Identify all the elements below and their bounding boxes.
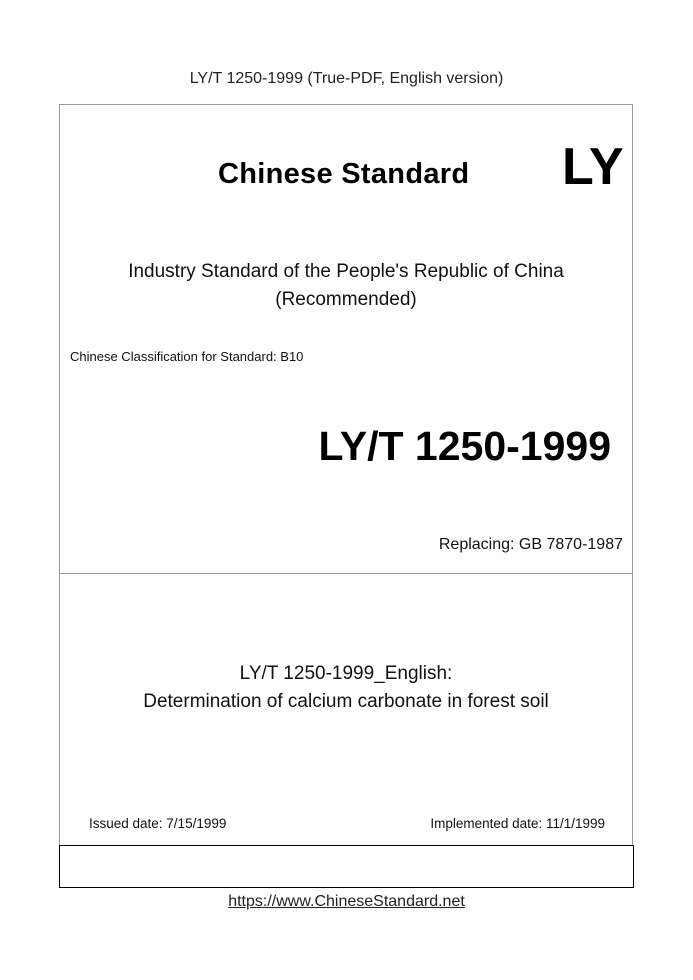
standard-number: LY/T 1250-1999 <box>318 423 611 469</box>
industry-line-1: Industry Standard of the People's Republic of China <box>128 261 564 282</box>
cover-footer-box <box>59 845 634 888</box>
issued-date: Issued date: 7/15/1999 <box>89 816 227 831</box>
classification-text: Chinese Classification for Standard: B10 <box>70 349 304 364</box>
website-footer <box>0 893 693 911</box>
cover-title: Chinese Standard <box>218 158 470 190</box>
website-link[interactable]: https://www.ChineseStandard.net <box>228 893 465 910</box>
document-header: LY/T 1250-1999 (True-PDF, English version) <box>189 70 504 87</box>
standard-subject <box>59 660 633 716</box>
subject-line-2: Determination of calcium carbonate in forest soil <box>143 691 549 712</box>
standard-code-mark: LY <box>562 138 624 196</box>
subject-line-1: LY/T 1250-1999_English: <box>239 663 453 684</box>
replacing-text: Replacing: GB 7870-1987 <box>438 536 623 553</box>
industry-line-2: (Recommended) <box>275 289 417 310</box>
industry-standard-statement <box>59 258 633 314</box>
implemented-date: Implemented date: 11/1/1999 <box>430 816 605 831</box>
